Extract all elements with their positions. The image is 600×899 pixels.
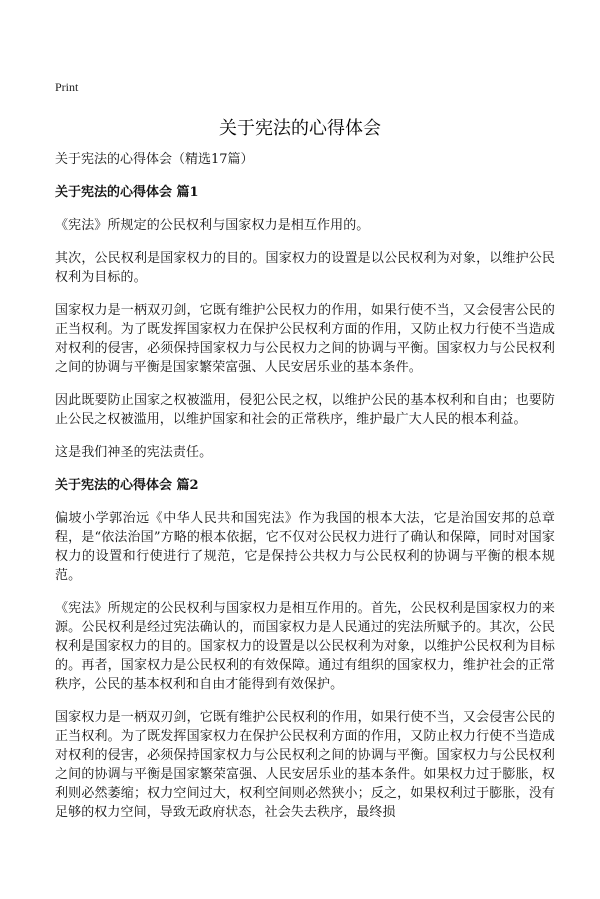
print-link[interactable]: Print <box>55 80 79 94</box>
page-title: 关于宪法的心得体会 <box>219 118 381 139</box>
article-subtitle: 关于宪法的心得体会（精选17篇） <box>55 152 254 167</box>
section-heading: 关于宪法的心得体会 篇1 <box>55 185 199 200</box>
section-2 <box>55 476 555 822</box>
paragraph: 《宪法》所规定的公民权利与国家权力是相互作用的。首先，公民权利是国家权力的来源。公民权利是经过宪法确认的，而国家权力是人民通过的宪法所赋予的。其次，公民权利是国家权力的目的。国家权力的设置是以公民权利为对象，以维护公民权利为目标的。再者，国家权力是公民权利的有效保障。通过有组织的国家权力，维护社会的正常秩序，公民的基本权利和自由才能得到有效保护。 <box>55 601 555 692</box>
paragraph: 其次，公民权利是国家权力的目的。国家权力的设置是以公民权利为对象，以维护公民权利为目标的。 <box>55 251 555 285</box>
paragraph: 偏坡小学郭治远《中华人民共和国宪法》作为我国的根本大法，它是治国安邦的总章程，是“依法治国”方略的根本依据，它不仅对公民权力进行了确认和保障，同时对国家权力的设置和行使进行了规范，它是保持公共权力与公民权利的协调与平衡的根本规范。 <box>55 511 555 583</box>
paragraph: 国家权力是一柄双刃剑，它既有维护公民权力的作用，如果行使不当，又会侵害公民的正当权利。为了既发挥国家权力在保护公民权利方面的作用，又防止权力行使不当造成对权利的侵害，必须保持国家权力与公民权力之间的协调与平衡。国家权力与公民权利之间的协调与平衡是国家繁荣富强、人民安居乐业的基本条件。 <box>55 303 555 375</box>
paragraph: 这是我们神圣的宪法责任。 <box>55 445 213 460</box>
section-heading: 关于宪法的心得体会 篇2 <box>55 478 199 493</box>
section-1 <box>55 183 555 462</box>
paragraph: 因此既要防止国家之权被滥用，侵犯公民之权，以维护公民的基本权利和自由；也要防止公民之权被滥用，以维护国家和社会的正常秩序，维护最广大人民的根本利益。 <box>55 393 555 427</box>
article-body <box>55 150 555 836</box>
paragraph: 国家权力是一柄双刃剑，它既有维护公民权利的作用，如果行使不当，又会侵害公民的正当权利。为了既发挥国家权力在保护公民权利方面的作用，又防止权力行使不当造成对权利的侵害，必须保持国家权力与公民权利之间的协调与平衡。国家权力与公民权利之间的协调与平衡是国家繁荣富强、人民安居乐业的基本条件。如果权力过于膨胀，权利则必然萎缩；权力空间过大，权利空间则必然狭小；反之，如果权利过于膨胀，没有足够的权力空间，导致无政府状态，社会失去秩序，最终损 <box>55 710 555 820</box>
paragraph: 《宪法》所规定的公民权利与国家权力是相互作用的。 <box>55 218 370 233</box>
